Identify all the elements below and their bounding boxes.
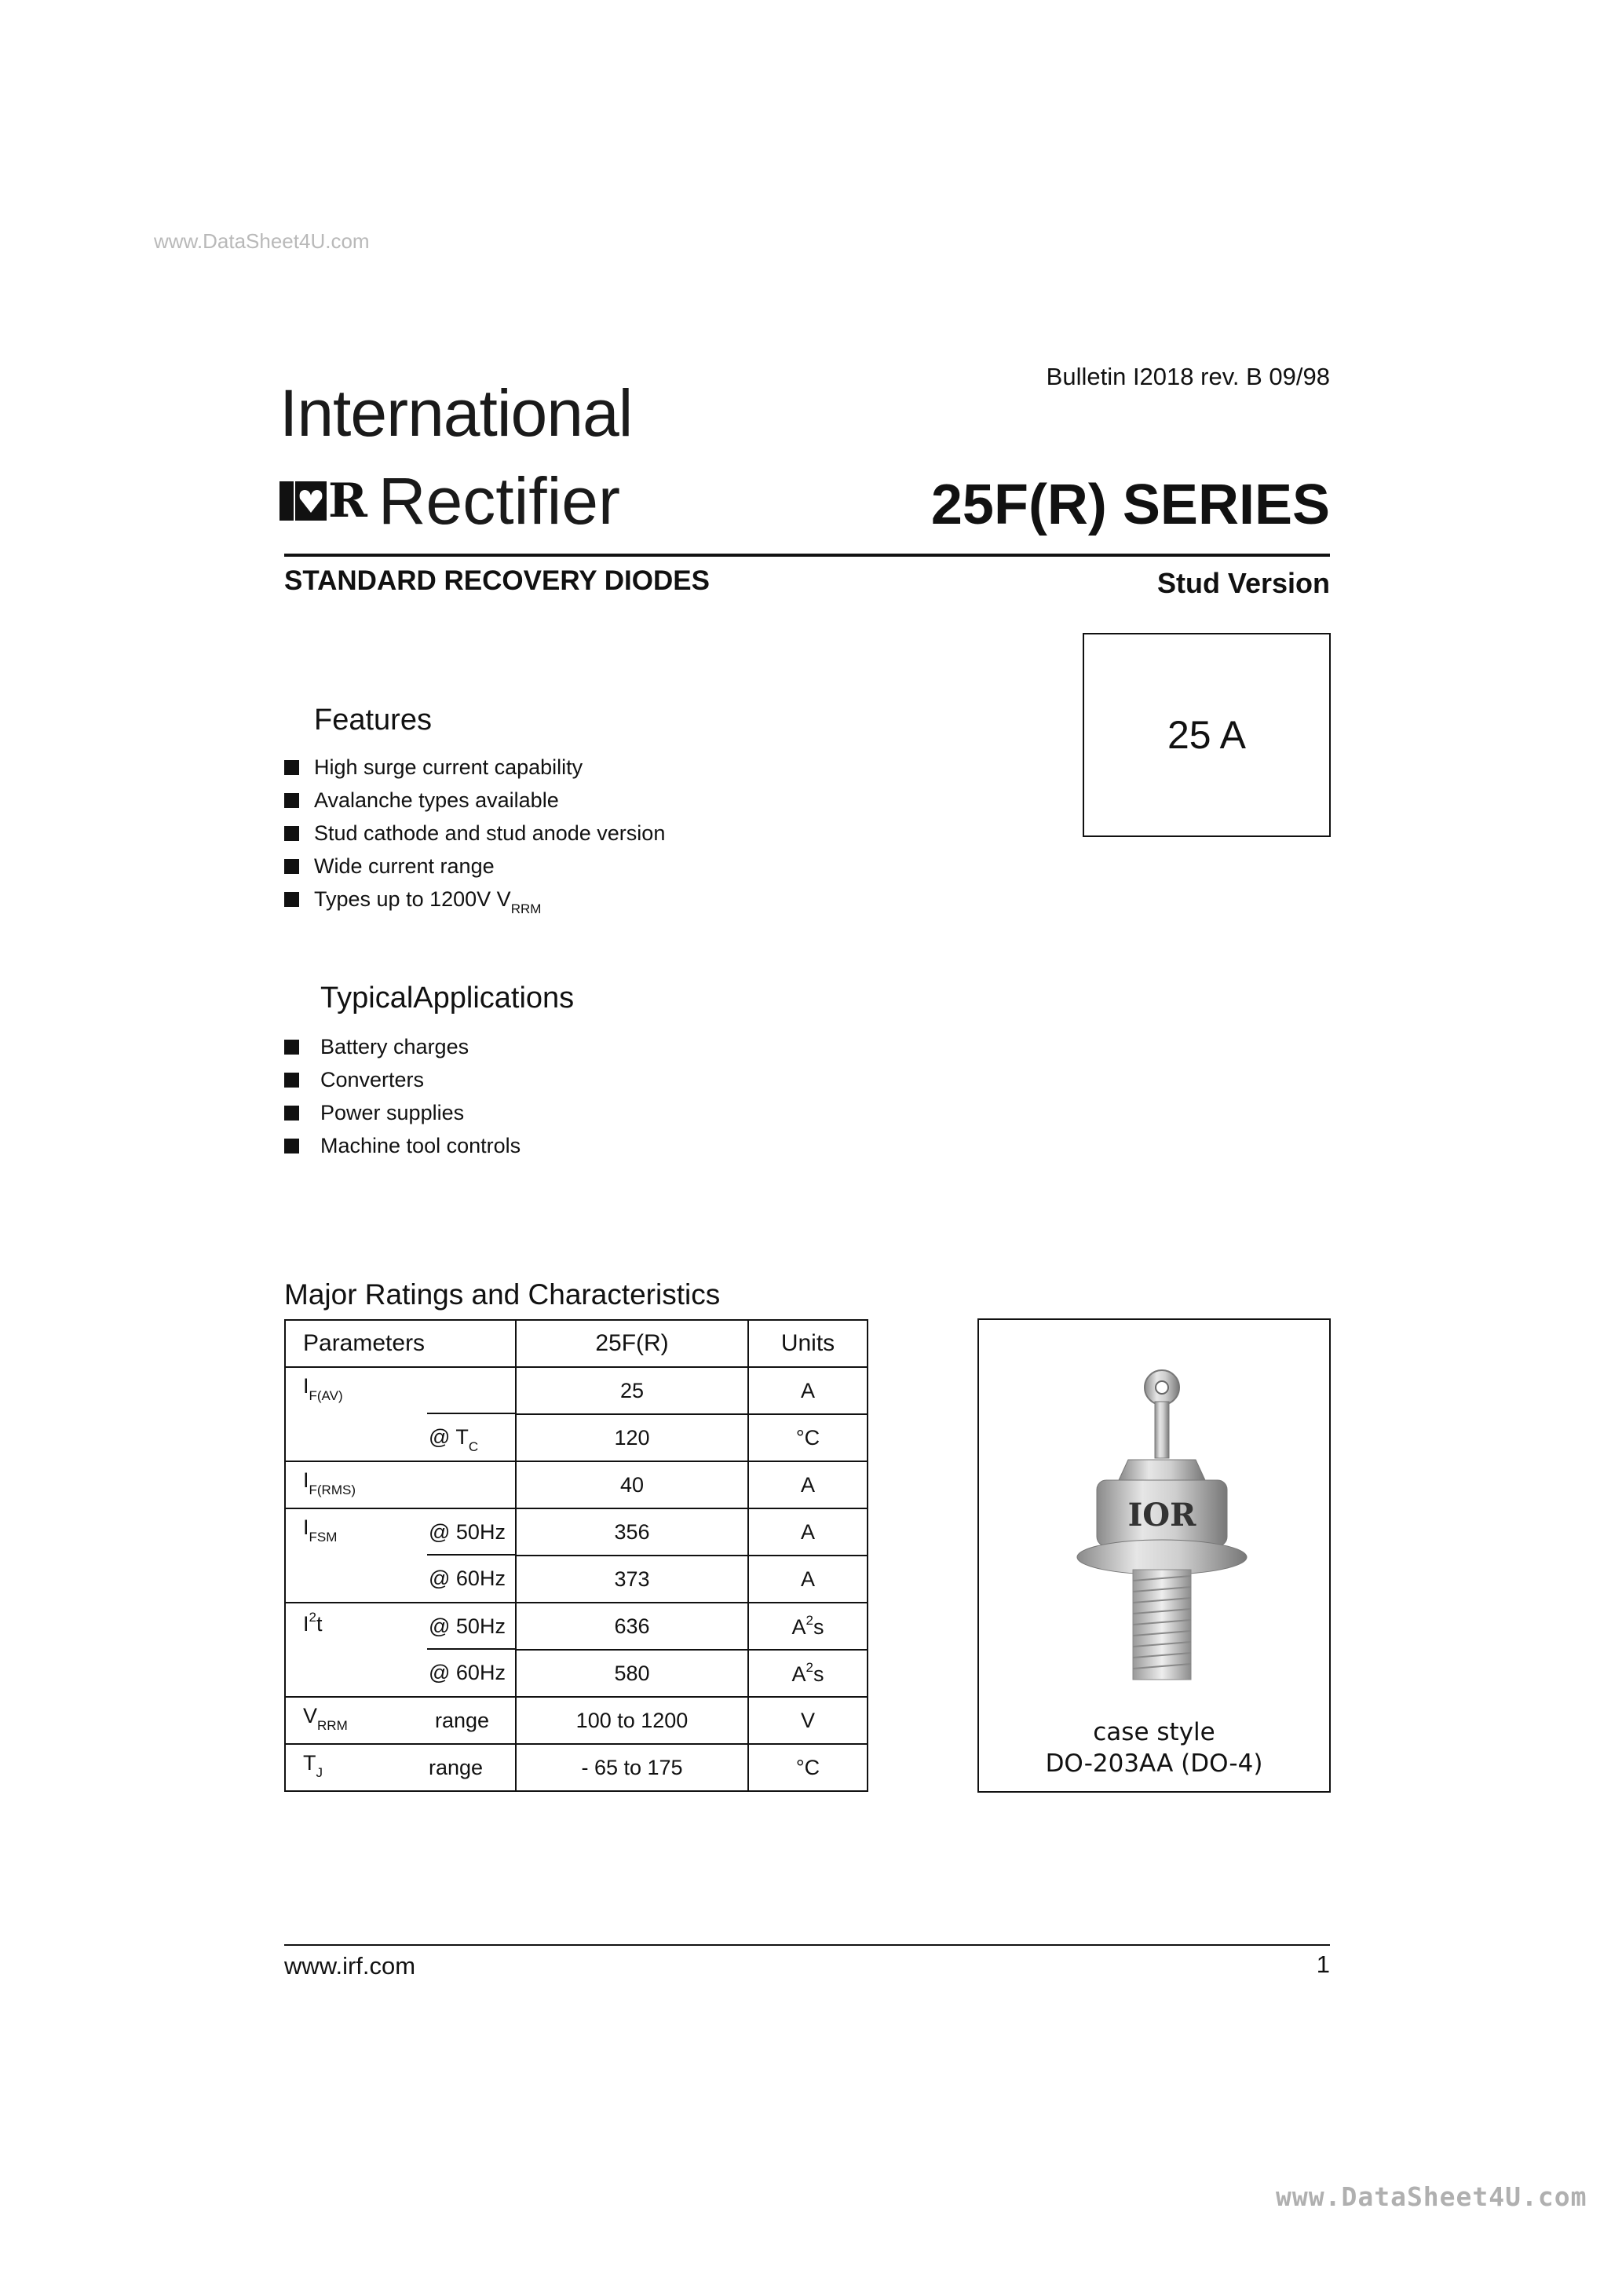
list-item [284, 784, 665, 817]
watermark-top: www.DataSheet4U.com [154, 229, 370, 253]
logo-heart-icon [295, 481, 327, 521]
list-item [284, 883, 665, 916]
param-symbol: $I_{F(AV)}$ [303, 1374, 343, 1403]
list-item [284, 850, 665, 883]
bullet-square-icon [284, 1040, 299, 1055]
row-divider [427, 1554, 515, 1556]
features-heading: Features [314, 704, 432, 737]
case-caption [977, 1717, 1331, 1779]
watermark-bottom: www.DataSheet4U.com [1276, 2181, 1587, 2212]
feature-text: Wide current range [314, 854, 495, 878]
param-condition: @ 50Hz [429, 1614, 506, 1638]
value-cell: - 65 to 175 [516, 1744, 748, 1791]
param-symbol: $T_J$ [303, 1751, 323, 1780]
list-item [284, 1063, 521, 1096]
ratings-heading: Major Ratings and Characteristics [284, 1278, 721, 1311]
logo-line-international: International [279, 376, 633, 450]
application-text: Power supplies [320, 1101, 465, 1124]
version-label: Stud Version [1156, 567, 1330, 599]
features-list [284, 751, 665, 916]
table-row [285, 1603, 868, 1650]
value-cell: 100 to 1200 [516, 1697, 748, 1744]
bullet-square-icon [284, 760, 299, 775]
bulletin-number: Bulletin I2018 rev. B 09/98 [1046, 363, 1330, 390]
bullet-square-icon [284, 1073, 299, 1088]
case-style-label: case style [1093, 1718, 1215, 1746]
unit-cell: °C [748, 1744, 868, 1791]
list-item [284, 817, 665, 850]
current-rating-box [1083, 633, 1331, 837]
unit-cell: A [748, 1367, 868, 1414]
param-condition: @ 60Hz [429, 1661, 506, 1684]
header-part: 25F(R) [516, 1320, 748, 1367]
header-parameters: Parameters [285, 1320, 516, 1367]
table-row [285, 1461, 868, 1508]
table-header-row [285, 1320, 868, 1367]
param-condition: range [429, 1756, 484, 1779]
series-title: 25F(R) SERIES [930, 473, 1330, 536]
row-divider [427, 1648, 515, 1650]
param-cell [285, 1367, 516, 1414]
unit-cell: A [748, 1508, 868, 1556]
unit-cell: °C [748, 1414, 868, 1461]
list-item [284, 1129, 521, 1162]
unit-cell: A [748, 1556, 868, 1603]
param-symbol: $I_{F(RMS)}$ [303, 1468, 356, 1497]
case-package-code: DO-203AA (DO-4) [1045, 1749, 1263, 1778]
page-number: 1 [1316, 1951, 1330, 1978]
company-logo [279, 464, 620, 538]
bullet-square-icon [284, 1139, 299, 1153]
param-symbol: $I^2t$ [303, 1610, 323, 1636]
footer-url[interactable]: www.irf.com [284, 1952, 416, 1980]
logo-line-rectifier: Rectifier [378, 464, 620, 538]
logo-i-bar [279, 481, 294, 521]
param-cell [285, 1603, 516, 1650]
param-symbol: $V_{RRM}$ [303, 1704, 348, 1733]
value-cell: 373 [516, 1556, 748, 1603]
footer-rule [284, 1944, 1330, 1946]
table-row [285, 1367, 868, 1414]
bullet-square-icon [284, 826, 299, 841]
bullet-square-icon [284, 859, 299, 874]
unit-cell: $A^2s$ [748, 1650, 868, 1697]
param-condition: range [435, 1709, 490, 1732]
application-text: Converters [320, 1068, 425, 1091]
table-row [285, 1650, 868, 1697]
applications-heading: TypicalApplications [320, 982, 575, 1015]
value-cell: 356 [516, 1508, 748, 1556]
value-cell: 120 [516, 1414, 748, 1461]
value-cell: 25 [516, 1367, 748, 1414]
value-cell: 580 [516, 1650, 748, 1697]
param-symbol: $I_{FSM}$ [303, 1515, 338, 1545]
param-cell [285, 1556, 516, 1603]
bullet-square-icon [284, 1106, 299, 1121]
logo-r-letter: R [328, 473, 367, 528]
feature-text: High surge current capability [314, 755, 583, 779]
table-row [285, 1508, 868, 1556]
param-condition: @ 60Hz [429, 1567, 506, 1590]
diode-package-image [979, 1320, 1329, 1713]
table-row [285, 1414, 868, 1461]
param-condition: @ $T_C$ [429, 1425, 479, 1454]
param-condition: @ 50Hz [429, 1520, 506, 1544]
list-item [284, 1096, 521, 1129]
param-cell [285, 1414, 516, 1461]
feature-text: Stud cathode and stud anode version [314, 821, 666, 845]
list-item [284, 751, 665, 784]
feature-text: Types up to 1200V V [314, 887, 511, 911]
table-row [285, 1556, 868, 1603]
header-units: Units [748, 1320, 868, 1367]
header-rule [284, 554, 1330, 557]
table-row [285, 1697, 868, 1744]
bullet-square-icon [284, 793, 299, 808]
value-cell: 636 [516, 1603, 748, 1650]
applications-list [284, 1030, 521, 1162]
application-text: Battery charges [320, 1035, 469, 1058]
feature-subscript: RRM [510, 901, 542, 916]
param-cell [285, 1697, 516, 1744]
row-divider [427, 1413, 515, 1414]
current-rating-value: 25 A [1167, 713, 1247, 757]
ior-logo-mark [279, 473, 367, 528]
table-row [285, 1744, 868, 1791]
product-subtitle: STANDARD RECOVERY DIODES [284, 565, 710, 596]
bullet-square-icon [284, 892, 299, 907]
feature-text: Avalanche types available [314, 788, 559, 812]
ratings-table [284, 1319, 868, 1792]
list-item [284, 1030, 521, 1063]
param-cell [285, 1461, 516, 1508]
unit-cell: V [748, 1697, 868, 1744]
package-marking: IOR [1127, 1497, 1196, 1534]
unit-cell: $A^2s$ [748, 1603, 868, 1650]
value-cell: 40 [516, 1461, 748, 1508]
param-cell [285, 1650, 516, 1697]
param-cell [285, 1508, 516, 1556]
unit-cell: A [748, 1461, 868, 1508]
application-text: Machine tool controls [320, 1134, 521, 1157]
param-cell [285, 1744, 516, 1791]
